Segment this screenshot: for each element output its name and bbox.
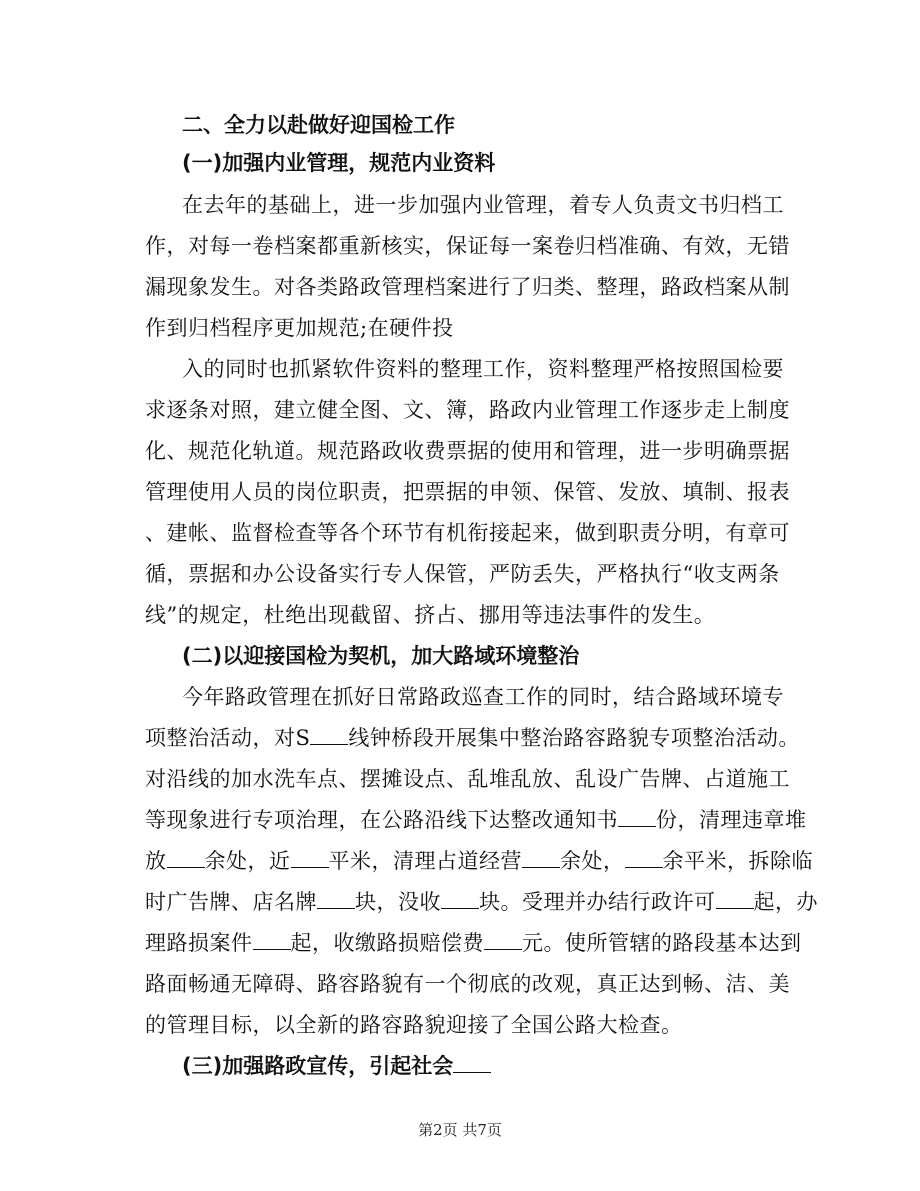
paragraph-line [145, 887, 818, 917]
fill-blank [625, 847, 663, 868]
text-segment: 元。使所管辖的路段基本达到 [522, 931, 802, 955]
paragraph-line: 化、规范化轨道。规范路政收费票据的使用和管理，进一步明确票据 [145, 439, 790, 463]
paragraph-line: 路面畅通无障碍、路容路貌有一个彻底的改观，真正达到畅、洁、美 [145, 972, 790, 996]
text-segment: 项整治活动，对S [145, 726, 311, 750]
paragraph-line: 作到归档程序更加规范;在硬件投 [145, 316, 454, 340]
subsection-3-title [182, 1051, 822, 1081]
fill-blank [441, 888, 479, 909]
subsection-1-title: (一)加强内业管理，规范内业资料 [182, 151, 496, 175]
paragraph-line: 求逐条对照，建立健全图、文、簿，路政内业管理工作逐步走上制度 [145, 398, 790, 422]
paragraph-line: 今年路政管理在抓好日常路政巡查工作的同时，结合路域环境专 [182, 685, 784, 709]
paragraph-line: 对沿线的加水洗车点、摆摊设点、乱堆乱放、乱设广告牌、占道施工 [145, 767, 790, 791]
paragraph-line: 线”的规定，杜绝出现截留、挤占、挪用等违法事件的发生。 [145, 603, 716, 627]
fill-blank [291, 847, 329, 868]
paragraph-line: 在去年的基础上，进一步加强内业管理，着专人负责文书归档工 [182, 193, 784, 217]
page-number-footer: 第2页 共7页 [418, 1121, 502, 1139]
text-segment: 块。受理并办结行政许可 [479, 890, 716, 914]
text-segment: 理路损案件 [145, 931, 253, 955]
paragraph-line: 作，对每一卷档案都重新核实，保证每一案卷归档准确、有效，无错 [145, 234, 790, 258]
fill-blank [716, 888, 754, 909]
section-heading: 二、全力以赴做好迎国检工作 [182, 113, 455, 137]
fill-blank [453, 1052, 491, 1073]
paragraph-line [145, 928, 802, 958]
fill-blank [618, 806, 656, 827]
fill-blank [484, 929, 522, 950]
paragraph-line: 的管理目标，以全新的路容路貌迎接了全国公路大检查。 [145, 1013, 683, 1037]
text-segment: 份，清理违章堆 [656, 808, 807, 832]
text-segment: 余平米，拆除临 [662, 849, 813, 873]
paragraph-line [145, 723, 800, 753]
fill-blank [522, 847, 560, 868]
text-segment: 放 [145, 849, 167, 873]
paragraph-line: 、建帐、监督检查等各个环节有机衔接起来，做到职责分明，有章可 [145, 521, 790, 545]
fill-blank [310, 724, 348, 745]
text-segment: 平米，清理占道经营 [328, 849, 522, 873]
paragraph-line: 入的同时也抓紧软件资料的整理工作，资料整理严格按照国检要 [182, 357, 784, 381]
text-segment: (三)加强路政宣传，引起社会 [182, 1054, 454, 1078]
text-segment: 等现象进行专项治理，在公路沿线下达整改通知书 [145, 808, 618, 832]
fill-blank [317, 888, 355, 909]
text-segment: 起，办 [753, 890, 818, 914]
text-segment: 时广告牌、店名牌 [145, 890, 317, 914]
text-segment: 起，收缴路损赔偿费 [290, 931, 484, 955]
paragraph-line: 循，票据和办公设备实行专人保管，严防丢失，严格执行“收支两条 [145, 562, 780, 586]
fill-blank [253, 929, 291, 950]
paragraph-line: 漏现象发生。对各类路政管理档案进行了归类、整理，路政档案从制 [145, 275, 790, 299]
text-segment: 余处，近 [204, 849, 291, 873]
paragraph-line: 管理使用人员的岗位职责，把票据的申领、保管、发放、填制、报表 [145, 480, 790, 504]
paragraph-line [145, 805, 807, 835]
text-segment: 块，没收 [355, 890, 441, 914]
paragraph-line [145, 846, 813, 876]
text-segment: 线钟桥段开展集中整治路容路貌专项整治活动。 [348, 726, 800, 750]
subsection-2-title: (二)以迎接国检为契机，加大路域环境整治 [182, 644, 580, 668]
fill-blank [167, 847, 205, 868]
text-segment: 余处， [560, 849, 625, 873]
